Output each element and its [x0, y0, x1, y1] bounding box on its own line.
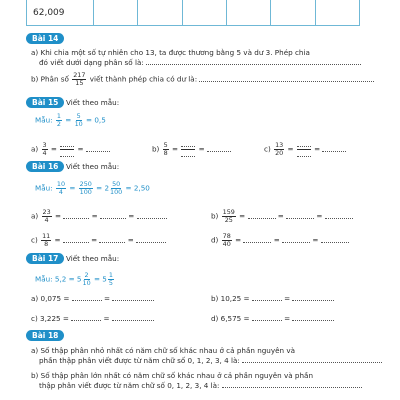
answer-line[interactable]: [100, 212, 126, 219]
answer-line[interactable]: [112, 294, 154, 301]
answer-line[interactable]: [146, 58, 361, 65]
exercise-14a-line1: a) Khi chia một số tự nhiên cho 13, ta được thương bằng 5 và dư 3. Phép chia: [31, 48, 310, 57]
answer-line[interactable]: [282, 236, 310, 243]
exercise-17c: c) 3,225 = =: [31, 314, 154, 323]
answer-table-row: [26, 0, 360, 26]
answer-line[interactable]: [242, 356, 382, 363]
answer-line[interactable]: [207, 145, 231, 152]
exercise-16d: d) $\frac{78}{40}$ = = =: [211, 233, 349, 248]
answer-line[interactable]: [292, 314, 334, 321]
answer-line[interactable]: [99, 236, 125, 243]
answer-line[interactable]: [63, 212, 89, 219]
exercise-badge-14: Bài 14: [26, 33, 64, 44]
answer-line[interactable]: [137, 212, 167, 219]
exercise-15-example: Mẫu: $\frac{1}{2}$ = $\frac{5}{10}$ = 0,5: [35, 112, 106, 128]
answer-line[interactable]: [136, 236, 166, 243]
answer-fraction[interactable]: [297, 143, 311, 157]
exercise-15-title: Viết theo mẫu:: [66, 98, 120, 107]
exercise-17d: d) 6,575 = =: [211, 314, 334, 323]
exercise-16b: b) $\frac{159}{25}$ = = =: [211, 209, 353, 224]
exercise-17a: a) 0,075 = =: [31, 294, 154, 303]
exercise-15b: b) $\frac{5}{8}$ = =: [152, 142, 231, 157]
exercise-18b-line2: thập phân viết được từ năm chữ số 0, 1, 2, 3, 4 là:: [39, 381, 362, 390]
exercise-16-title: Viết theo mẫu:: [66, 162, 120, 171]
table-cell-empty[interactable]: [270, 0, 314, 25]
exercise-15a: a) $\frac{3}{4}$ = =: [31, 142, 110, 157]
answer-line[interactable]: [248, 212, 276, 219]
answer-line[interactable]: [321, 236, 349, 243]
answer-line[interactable]: [63, 236, 89, 243]
answer-fraction[interactable]: [181, 143, 195, 157]
answer-line[interactable]: [243, 236, 271, 243]
table-cell-empty[interactable]: [137, 0, 181, 25]
answer-line[interactable]: [199, 75, 374, 82]
exercise-18a-line2: phần thập phân viết được từ năm chữ số 0, 1, 2, 3, 4 là:: [39, 356, 382, 365]
answer-line[interactable]: [86, 145, 110, 152]
answer-line[interactable]: [112, 314, 154, 321]
answer-line[interactable]: [325, 212, 353, 219]
answer-line[interactable]: [222, 381, 362, 388]
answer-line[interactable]: [72, 294, 102, 301]
exercise-17-title: Viết theo mẫu:: [66, 254, 120, 263]
exercise-17b: b) 10,25 = =: [211, 294, 334, 303]
answer-line[interactable]: [71, 314, 101, 321]
exercise-badge-17: Bài 17: [26, 253, 64, 264]
answer-line[interactable]: [292, 294, 334, 301]
exercise-15c: c) $\frac{13}{20}$ = =: [264, 142, 346, 157]
answer-line[interactable]: [286, 212, 314, 219]
table-cell-empty[interactable]: [315, 0, 359, 25]
exercise-18b-line1: b) Số thập phân lớn nhất có năm chữ số khác nhau ở cả phần nguyên và phần: [31, 371, 313, 380]
answer-line[interactable]: [252, 294, 282, 301]
exercise-badge-18: Bài 18: [26, 330, 64, 341]
exercise-16-example: Mẫu: $\frac{10}{4}$ = $\frac{250}{100}$ = 2 $\frac{50}{100}$ = 2,50: [35, 180, 150, 196]
exercise-badge-16: Bài 16: [26, 161, 64, 172]
exercise-17-example: Mẫu: 5,2 = 5 $\frac{2}{10}$ = 5 $\frac{1}{5}$: [35, 271, 113, 287]
answer-line[interactable]: [252, 314, 282, 321]
exercise-18a-line1: a) Số thập phân nhỏ nhất có năm chữ số khác nhau ở cả phần nguyên và: [31, 346, 296, 355]
table-cell-value: 62,009: [33, 7, 65, 18]
answer-fraction[interactable]: [60, 143, 74, 157]
exercise-16a: a) $\frac{23}{4}$ = = =: [31, 209, 167, 224]
exercise-badge-15: Bài 15: [26, 97, 64, 108]
table-cell-empty[interactable]: [226, 0, 270, 25]
table-cell-empty[interactable]: [93, 0, 137, 25]
table-cell-empty[interactable]: [182, 0, 226, 25]
exercise-14b: b) Phân số $\frac{217}{15}$ viết thành phép chia có dư là:: [31, 72, 374, 87]
exercise-14a-line2: đó viết dưới dạng phân số là:: [39, 58, 361, 67]
exercise-16c: c) $\frac{11}{8}$ = = =: [31, 233, 166, 248]
answer-line[interactable]: [322, 145, 346, 152]
